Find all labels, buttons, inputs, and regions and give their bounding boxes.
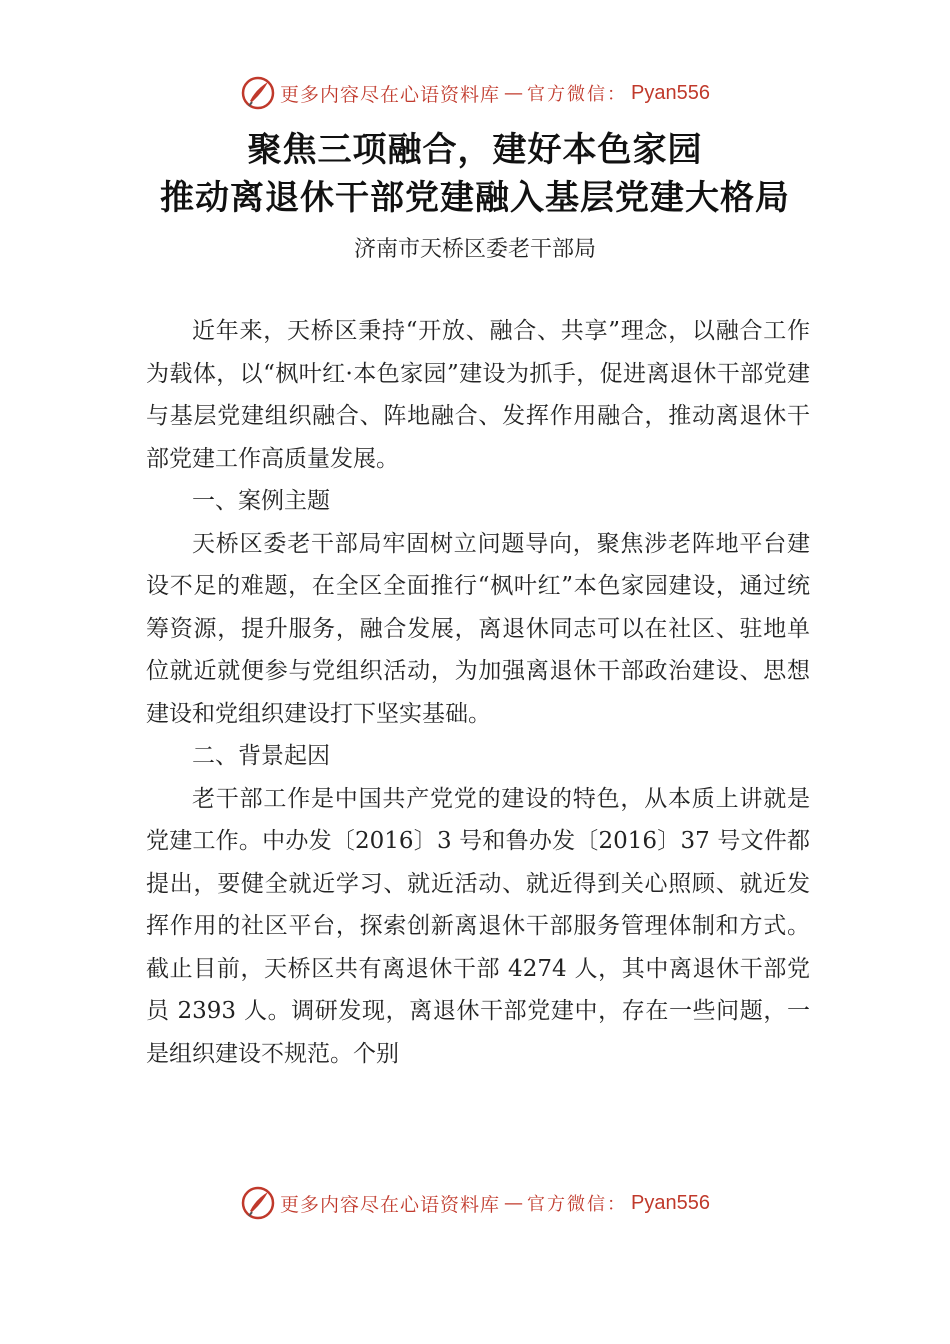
banner-text: 更多内容尽在心语资料库 <box>280 1193 501 1216</box>
footer-banner <box>0 1183 950 1223</box>
banner-dash: — <box>504 82 524 104</box>
section-heading-1: 一、案例主题 <box>192 488 330 514</box>
section-heading-2: 二、背景起因 <box>192 743 330 769</box>
banner-dash: — <box>504 1192 524 1214</box>
paragraph-intro: 近年来，天桥区秉持“开放、融合、共享”理念，以融合工作为载体，以“枫叶红·本色家园”建设为抓手，促进离退休干部党建与基层党建组织融合、阵地融合、发挥作用融合，推动离退休干部党建工作高质量发展。 <box>146 318 810 472</box>
doc-title-line2: 推动离退休干部党建融入基层党建大格局 <box>160 178 790 218</box>
doc-title-line1: 聚焦三项融合，建好本色家园 <box>247 130 703 170</box>
banner-wechat-label: 官方微信： <box>527 84 628 105</box>
header-banner <box>0 73 950 113</box>
banner-wechat-label: 官方微信： <box>527 1194 628 1215</box>
paragraph-theme: 天桥区委老干部局牢固树立问题导向，聚焦涉老阵地平台建设不足的难题，在全区全面推行“枫叶红”本色家园建设，通过统筹资源，提升服务，融合发展，离退休同志可以在社区、驻地单位就近就便参与党组织活动，为加强离退休干部政治建设、思想建设和党组织建设打下坚实基础。 <box>146 530 810 727</box>
doc-author: 济南市天桥区委老干部局 <box>353 237 596 262</box>
quill-logo-icon <box>240 75 276 111</box>
doc-body <box>146 310 810 1075</box>
banner-wechat-id: Pyan556 <box>631 1191 710 1214</box>
quill-logo-icon <box>240 1185 276 1221</box>
paragraph-background: 老干部工作是中国共产党党的建设的特色，从本质上讲就是党建工作。中办发〔2016〕3 号和鲁办发〔2016〕37 号文件都提出，要健全就近学习、就近活动、就近得到关心照顾、就近发挥作用的社区平台，探索创新离退休干部服务管理体制和方式。截止目前，天桥区共有离退休干部 4274 人，其中离退休干部党员 2393 人。调研发现，离退休干部党建中，存在一些问题，一是组织建设不规范。个别 <box>146 785 810 1067</box>
banner-text: 更多内容尽在心语资料库 <box>280 83 501 106</box>
banner-wechat-id: Pyan556 <box>631 81 710 104</box>
